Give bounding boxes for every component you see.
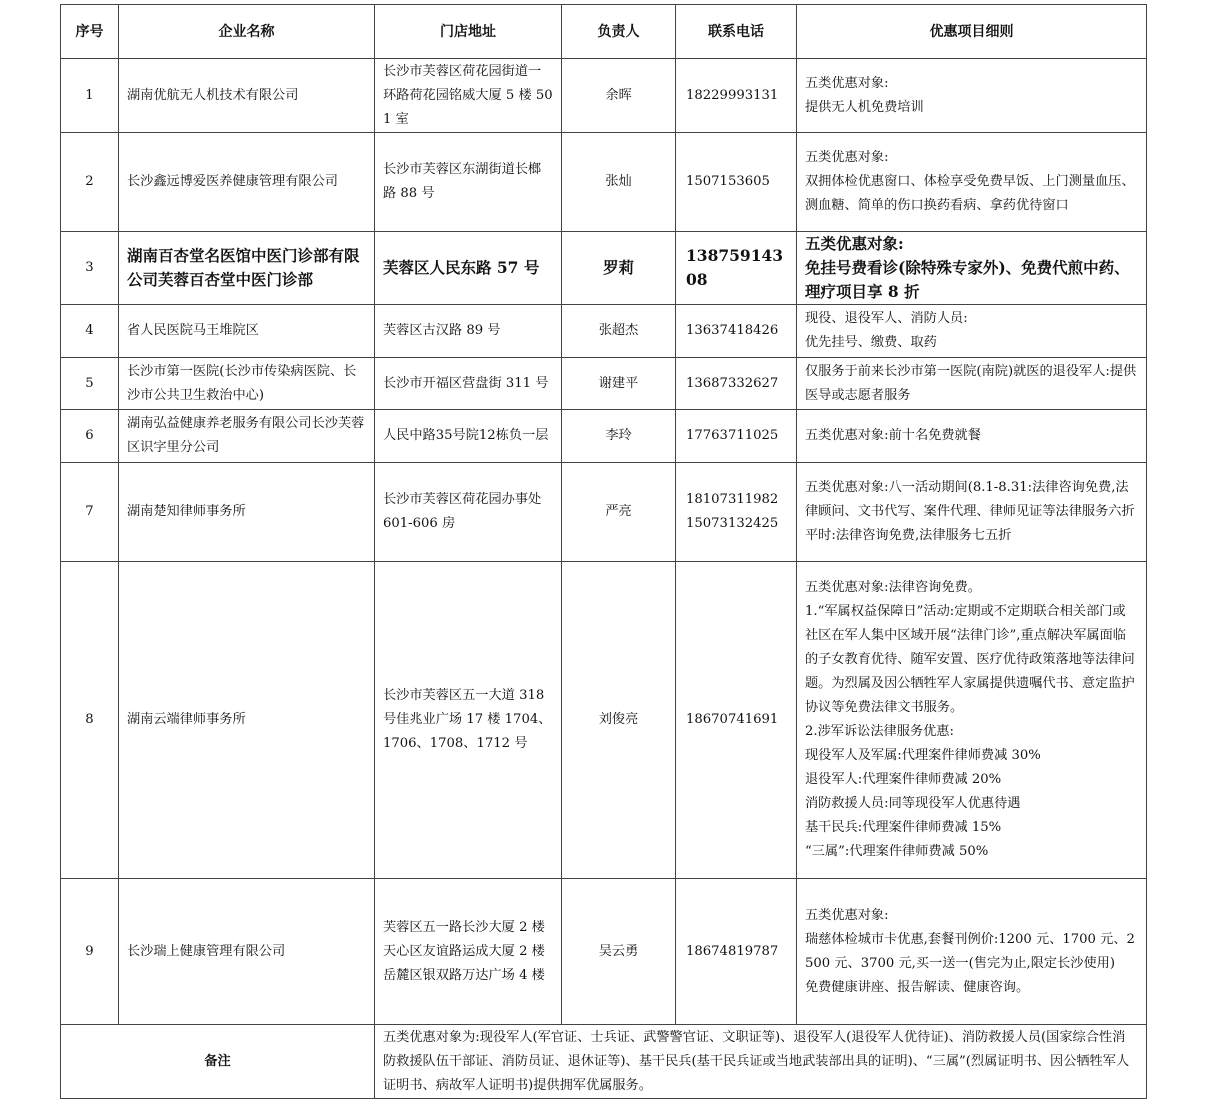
row-phone: 18674819787: [676, 879, 797, 1025]
row-company: 湖南百杏堂名医馆中医门诊部有限公司芙蓉百杏堂中医门诊部: [119, 232, 375, 305]
row-person: 谢建平: [562, 358, 676, 410]
row-seq: 1: [61, 59, 119, 133]
row-phone: 13637418426: [676, 305, 797, 358]
row-company: 湖南优航无人机技术有限公司: [119, 59, 375, 133]
row-address: 人民中路35号院12栋负一层: [375, 410, 562, 463]
row-address: 长沙市芙蓉区荷花园街道一环路荷花园铭威大厦 5 楼 501 室: [375, 59, 562, 133]
row-person: 严亮: [562, 463, 676, 562]
row-phone: 1507153605: [676, 133, 797, 232]
remark-row: [61, 1025, 1147, 1099]
row-phone: 18670741691: [676, 562, 797, 879]
row-details: 五类优惠对象: 双拥体检优惠窗口、体检享受免费早饭、上门测量血压、测血糖、简单的伤口换药看病、拿药优待窗口: [797, 133, 1147, 232]
table-row: [61, 879, 1147, 1025]
table-row: [61, 305, 1147, 358]
row-company: 长沙市第一医院(长沙市传染病医院、长沙市公共卫生救治中心): [119, 358, 375, 410]
row-phone: 18107311982 15073132425: [676, 463, 797, 562]
row-person: 吴云勇: [562, 879, 676, 1025]
row-phone: 13687332627: [676, 358, 797, 410]
row-person: 刘俊亮: [562, 562, 676, 879]
table-row: [61, 410, 1147, 463]
row-address: 长沙市开福区营盘街 311 号: [375, 358, 562, 410]
row-details: 五类优惠对象: 提供无人机免费培训: [797, 59, 1147, 133]
benefits-table: [60, 4, 1147, 1099]
row-seq: 3: [61, 232, 119, 305]
row-details: 五类优惠对象:前十名免费就餐: [797, 410, 1147, 463]
row-company: 省人民医院马王堆院区: [119, 305, 375, 358]
row-company: 湖南弘益健康养老服务有限公司长沙芙蓉区识字里分公司: [119, 410, 375, 463]
row-address: 长沙市芙蓉区荷花园办事处 601-606 房: [375, 463, 562, 562]
row-seq: 2: [61, 133, 119, 232]
benefits-table-sheet: [60, 4, 1146, 1099]
row-details: 仅服务于前来长沙市第一医院(南院)就医的退役军人:提供医导或志愿者服务: [797, 358, 1147, 410]
row-seq: 6: [61, 410, 119, 463]
row-details: 现役、退役军人、消防人员: 优先挂号、缴费、取药: [797, 305, 1147, 358]
row-company: 湖南云端律师事务所: [119, 562, 375, 879]
row-details: 五类优惠对象: 免挂号费看诊(除特殊专家外)、免费代煎中药、理疗项目享 8 折: [797, 232, 1147, 305]
remark-label: 备注: [61, 1025, 375, 1099]
row-phone: 13875914308: [676, 232, 797, 305]
header-row: [61, 5, 1147, 59]
table-row: [61, 133, 1147, 232]
row-phone: 18229993131: [676, 59, 797, 133]
row-address: 长沙市芙蓉区五一大道 318 号佳兆业广场 17 楼 1704、1706、1708、1712 号: [375, 562, 562, 879]
table-row: [61, 59, 1147, 133]
table-row: [61, 562, 1147, 879]
header-person: 负责人: [562, 5, 676, 59]
row-address: 长沙市芙蓉区东湖街道长榔路 88 号: [375, 133, 562, 232]
row-details: 五类优惠对象:法律咨询免费。 1.“军属权益保障日”活动:定期或不定期联合相关部门或社区在军人集中区域开展“法律门诊”,重点解决军属面临的子女教育优待、随军安置、医疗优待政策落地等法律问题。为烈属及因公牺牲军人家属提供遗嘱代书、意定监护协议等免费法律文书服务。 2.涉军诉讼法律服务优惠: 现役军人及军属:代理案件律师费减 30% 退役军人:代理案件律师费减 20% 消防救援人员:同等现役军人优惠待遇 基干民兵:代理案件律师费减 15% “三属”:代理案件律师费减 50%: [797, 562, 1147, 879]
row-details: 五类优惠对象:八一活动期间(8.1-8.31:法律咨询免费,法律顾问、文书代写、案件代理、律师见证等法律服务六折 平时:法律咨询免费,法律服务七五折: [797, 463, 1147, 562]
row-person: 张超杰: [562, 305, 676, 358]
row-seq: 9: [61, 879, 119, 1025]
row-person: 罗莉: [562, 232, 676, 305]
row-phone: 17763711025: [676, 410, 797, 463]
remark-text: 五类优惠对象为:现役军人(军官证、士兵证、武警警官证、文职证等)、退役军人(退役军人优待证)、消防救援人员(国家综合性消防救援队伍干部证、消防员证、退休证等)、基干民兵(基干民兵证或当地武装部出具的证明)、“三属”(烈属证明书、因公牺牲军人证明书、病故军人证明书)提供拥军优属服务。: [375, 1025, 1147, 1099]
row-seq: 8: [61, 562, 119, 879]
row-company: 长沙鑫远博爱医养健康管理有限公司: [119, 133, 375, 232]
table-row: [61, 358, 1147, 410]
row-seq: 7: [61, 463, 119, 562]
row-person: 余晖: [562, 59, 676, 133]
row-person: 张灿: [562, 133, 676, 232]
row-seq: 5: [61, 358, 119, 410]
table-row: [61, 232, 1147, 305]
table-row: [61, 463, 1147, 562]
row-company: 湖南楚知律师事务所: [119, 463, 375, 562]
header-phone: 联系电话: [676, 5, 797, 59]
row-details: 五类优惠对象: 瑞慈体检城市卡优惠,套餐刊例价:1200 元、1700 元、2500 元、3700 元,买一送一(售完为止,限定长沙使用) 免费健康讲座、报告解读、健康咨询。: [797, 879, 1147, 1025]
header-details: 优惠项目细则: [797, 5, 1147, 59]
header-company: 企业名称: [119, 5, 375, 59]
row-address: 芙蓉区五一路长沙大厦 2 楼 天心区友谊路运成大厦 2 楼 岳麓区银双路万达广场 4 楼: [375, 879, 562, 1025]
row-person: 李玲: [562, 410, 676, 463]
row-seq: 4: [61, 305, 119, 358]
row-company: 长沙瑞上健康管理有限公司: [119, 879, 375, 1025]
header-address: 门店地址: [375, 5, 562, 59]
header-seq: 序号: [61, 5, 119, 59]
row-address: 芙蓉区古汉路 89 号: [375, 305, 562, 358]
row-address: 芙蓉区人民东路 57 号: [375, 232, 562, 305]
